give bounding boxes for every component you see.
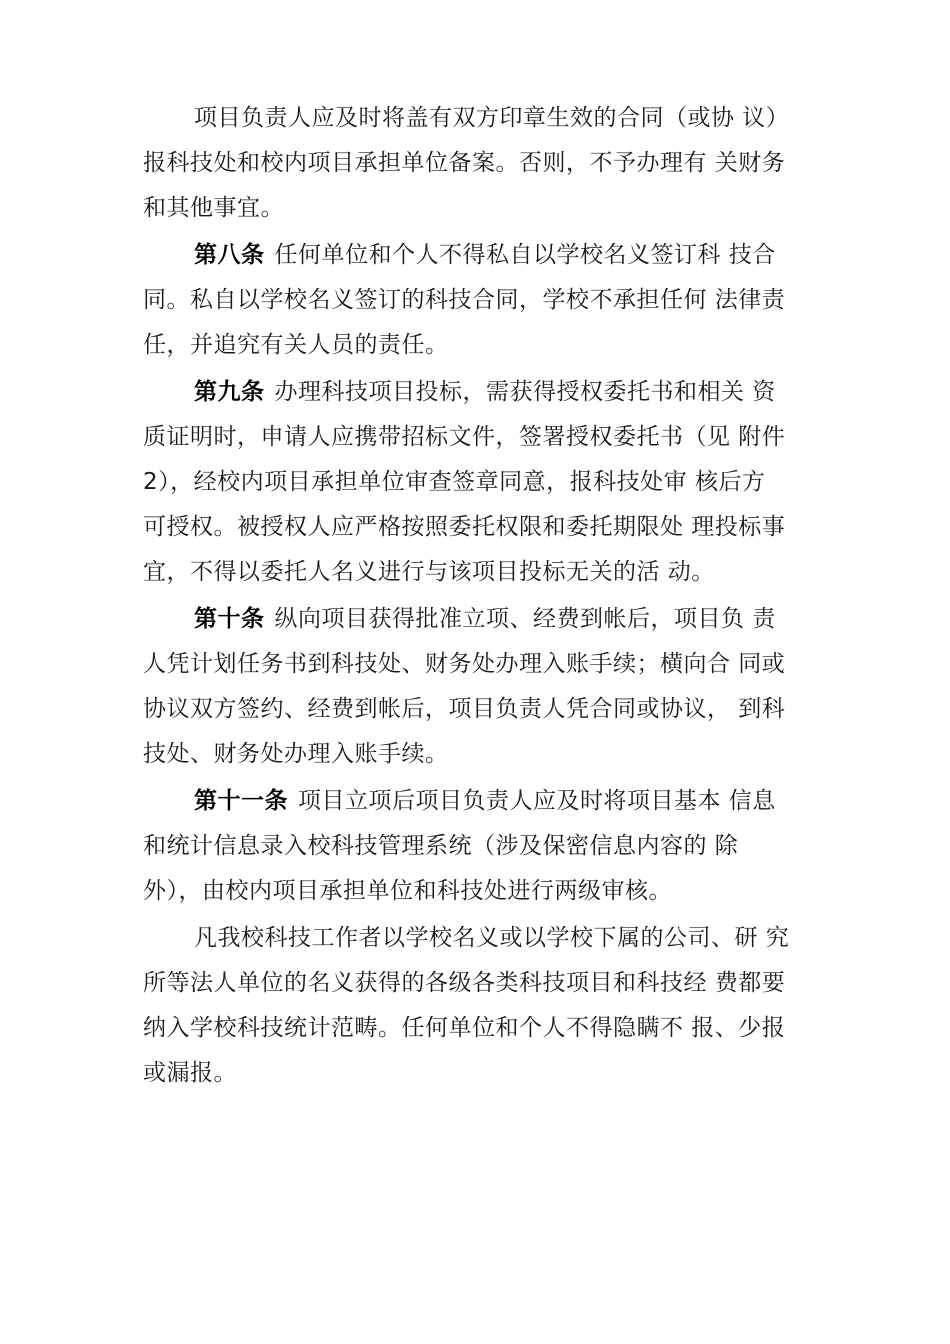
article-10-heading: 第十条 xyxy=(194,606,265,632)
article-8-text: 任何单位和个人不得私自以学校名义签订科 技合 xyxy=(274,242,776,268)
final-paragraph-text: 凡我校科技工作者以学校名义或以学校下属的公司、研 究 xyxy=(194,925,790,951)
article-10-line-4: 技处、财务处办理入账手续。 xyxy=(143,741,449,767)
final-paragraph-line-2: 所等法人单位的名义获得的各级各类科技项目和科技经 费都要 xyxy=(143,970,786,996)
article-8-heading: 第八条 xyxy=(194,242,265,268)
article-10-text: 纵向项目获得批准立项、经费到帐后，项目负 责 xyxy=(274,606,776,632)
article-9-line-5: 宜，不得以委托人名义进行与该项目投标无关的活 动。 xyxy=(143,559,715,585)
paragraph-1-line-1 xyxy=(143,96,823,141)
article-11-heading: 第十一条 xyxy=(194,788,288,814)
article-10-line-3: 协议双方签约、经费到帐后，项目负责人凭合同或协议， 到科 xyxy=(143,696,786,722)
article-10-line-1 xyxy=(143,597,823,642)
article-8-line-2: 同。私自以学校名义签订的科技合同，学校不承担任何 法律责 xyxy=(143,287,786,313)
final-paragraph-line-1 xyxy=(143,916,823,961)
article-10-line-2: 人凭计划任务书到科技处、财务处办理入账手续；横向合 同或 xyxy=(143,651,786,677)
article-9-line-3: 2），经校内项目承担单位审查签章同意，报科技处审 核后方 xyxy=(143,469,766,495)
article-8-line-3: 任，并追究有关人员的责任。 xyxy=(143,332,449,358)
final-paragraph-line-3: 纳入学校科技统计范畴。任何单位和个人不得隐瞒不 报、少报 xyxy=(143,1015,786,1041)
article-9-line-4: 可授权。被授权人应严格按照委托权限和委托期限处 理投标事 xyxy=(143,514,786,540)
paragraph-1-line-2: 报科技处和校内项目承担单位备案。否则，不予办理有 关财务 xyxy=(143,150,786,176)
article-9-line-1 xyxy=(143,370,823,415)
paragraph-1-text: 项目负责人应及时将盖有双方印章生效的合同（或协 议） xyxy=(194,105,790,131)
article-9-text: 办理科技项目投标，需获得授权委托书和相关 资 xyxy=(274,379,776,405)
final-paragraph-line-4: 或漏报。 xyxy=(143,1060,237,1086)
article-11-line-1 xyxy=(143,779,823,824)
article-11-text: 项目立项后项目负责人应及时将项目基本 信息 xyxy=(298,788,776,814)
paragraph-1-line-3: 和其他事宜。 xyxy=(143,195,284,221)
article-9-heading: 第九条 xyxy=(194,379,265,405)
article-9-line-2: 质证明时，申请人应携带招标文件，签署授权委托书（见 附件 xyxy=(143,424,786,450)
article-11-line-3: 外），由校内项目承担单位和科技处进行两级审核。 xyxy=(143,878,672,904)
article-11-line-2: 和统计信息录入校科技管理系统（涉及保密信息内容的 除 xyxy=(143,833,739,859)
article-8-line-1 xyxy=(143,233,823,278)
document-body xyxy=(143,96,823,1096)
